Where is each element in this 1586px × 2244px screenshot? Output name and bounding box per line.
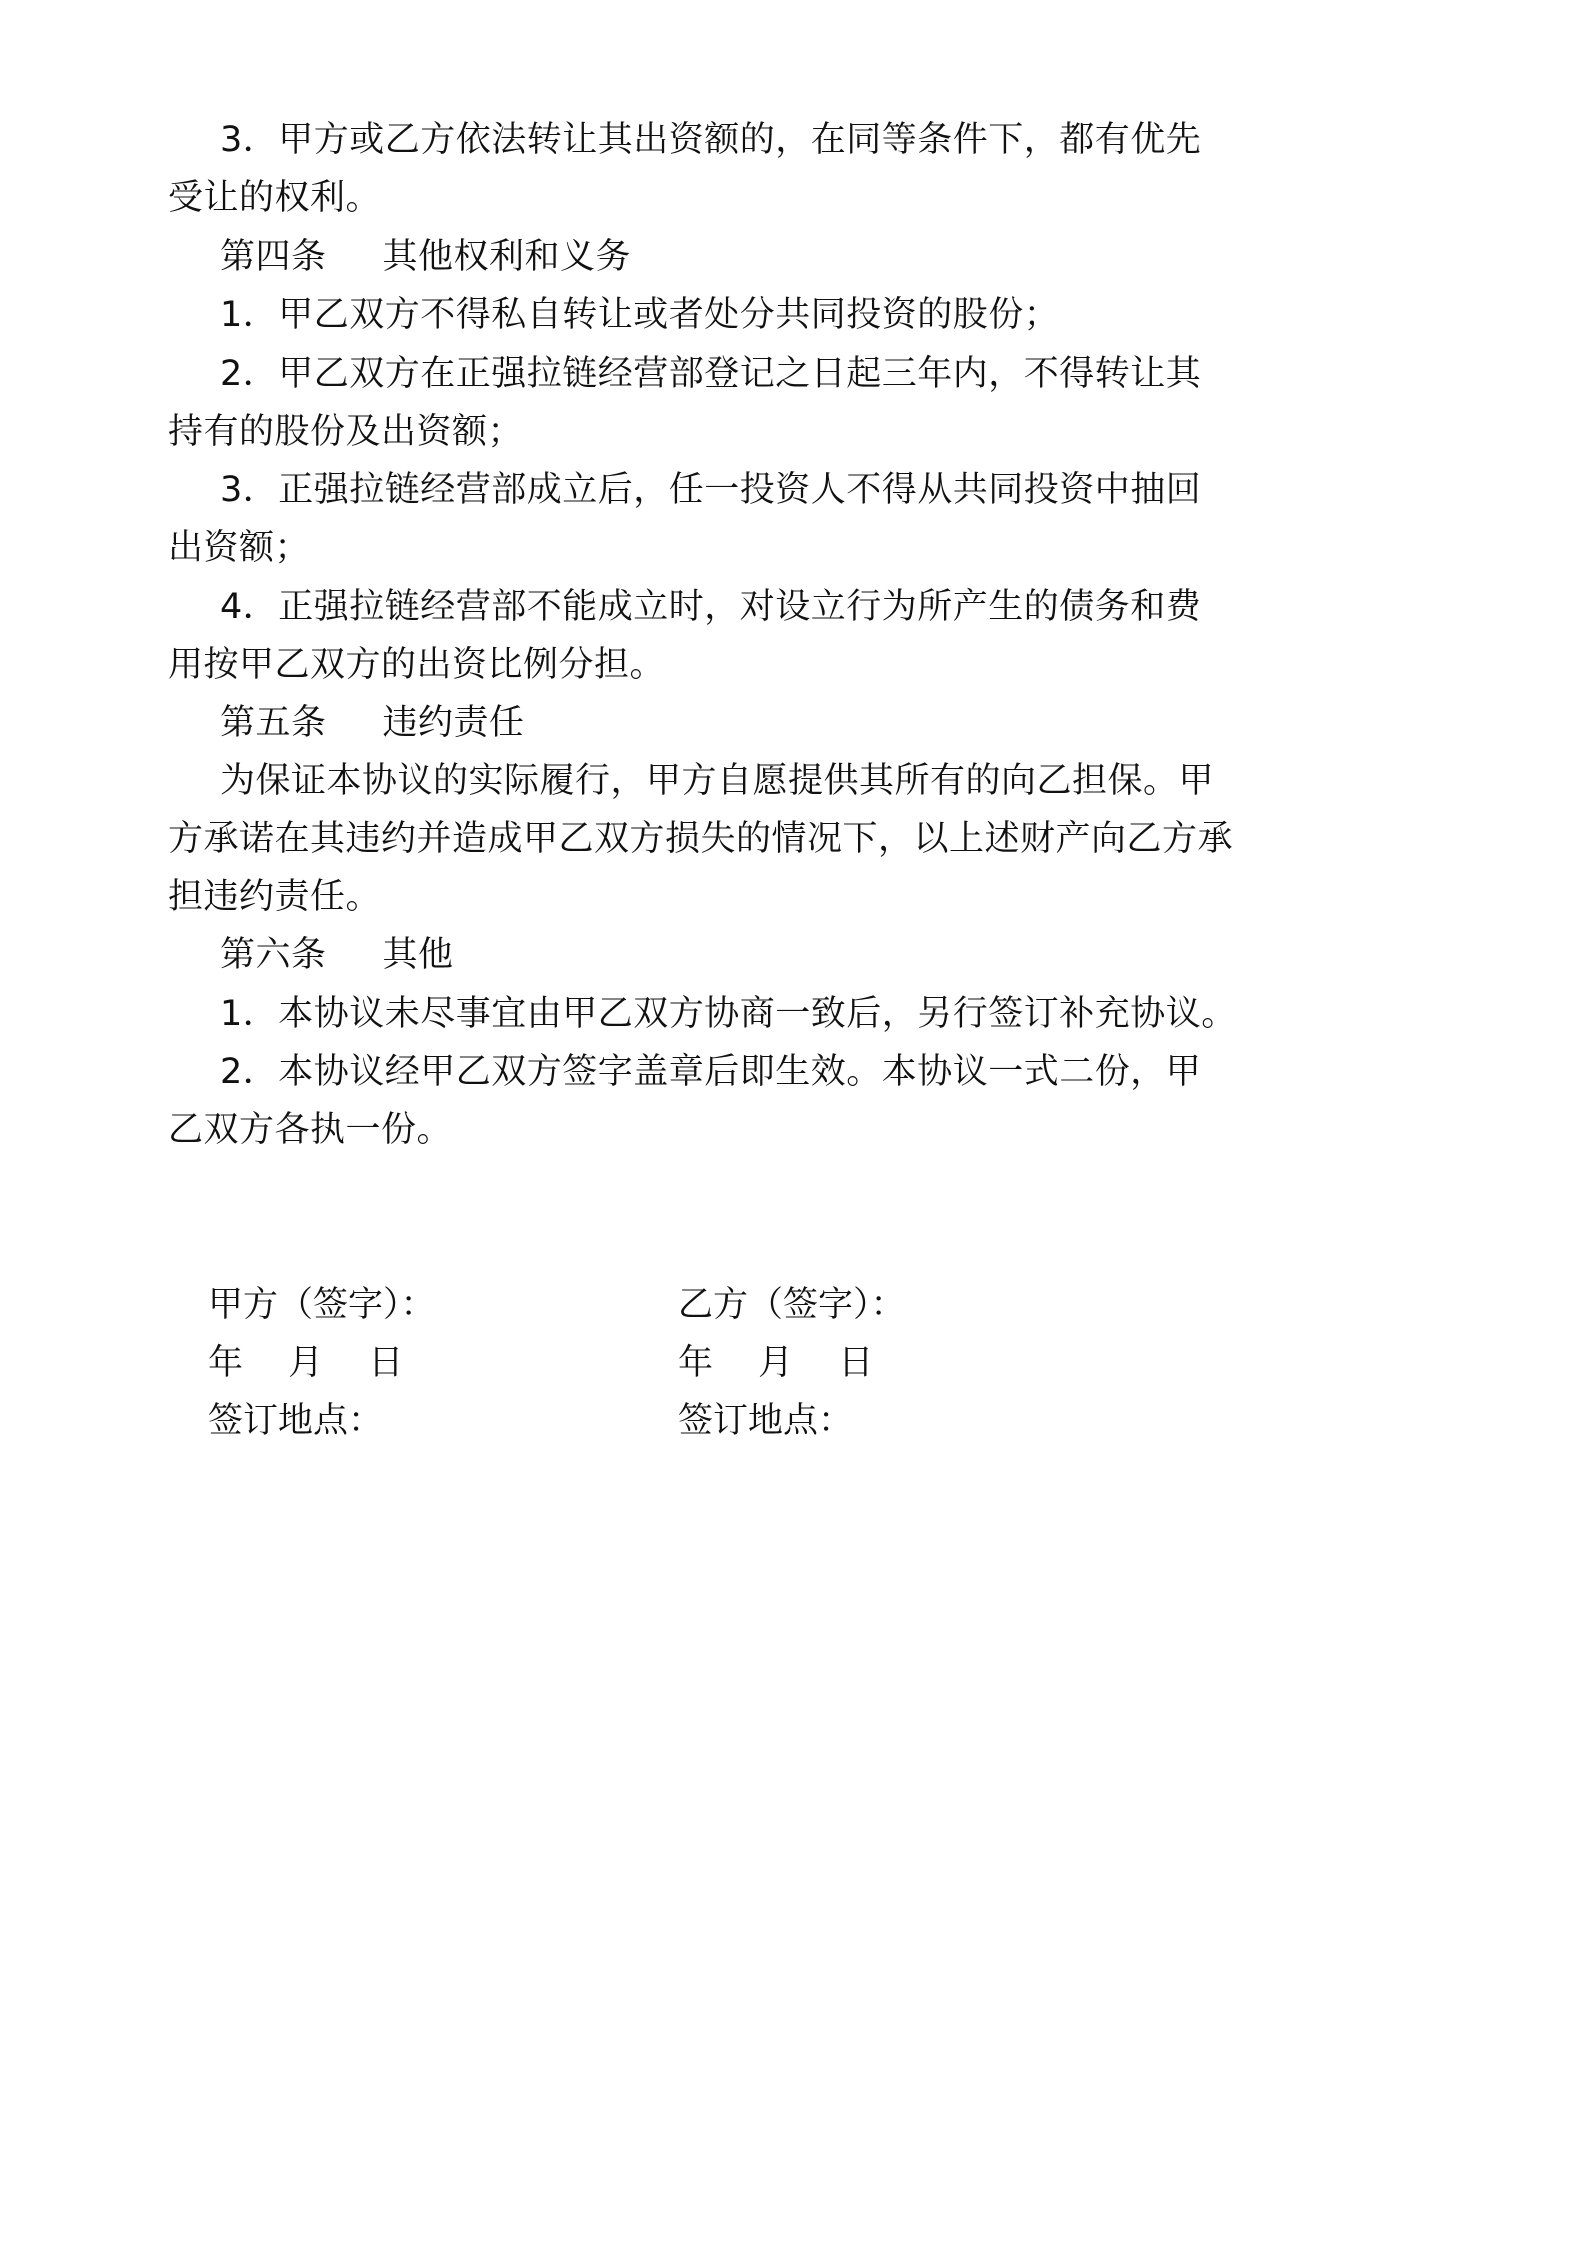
article-4-item-3-line-2: 出资额； <box>168 528 311 568</box>
article-4-item-2-line-1: 2．甲乙双方在正强拉链经营部登记之日起三年内，不得转让其 <box>220 354 1202 394</box>
clause-3-line-2: 受让的权利。 <box>168 178 382 218</box>
party-a-year-label: 年 <box>208 1343 244 1383</box>
article-5-heading <box>0 699 1586 747</box>
article-5-title: 违约责任 <box>382 703 525 743</box>
article-6-item-1: 1．本协议未尽事宜由甲乙双方协商一致后，另行签订补充协议。 <box>220 994 1237 1034</box>
party-a-day-label: 日 <box>368 1343 404 1383</box>
party-b-year-label: 年 <box>678 1343 714 1383</box>
article-5-line-2: 方承诺在其违约并造成甲乙双方损失的情况下，以上述财产向乙方承 <box>168 819 1234 859</box>
party-a-place-label: 签订地点： <box>208 1401 384 1441</box>
article-6-title: 其他 <box>382 935 454 975</box>
party-b-month-label: 月 <box>758 1343 794 1383</box>
article-6-number: 第六条 <box>220 935 327 975</box>
party-a-date <box>208 1339 403 1387</box>
article-4-item-4-line-1: 4．正强拉链经营部不能成立时，对设立行为所产生的债务和费 <box>220 587 1202 627</box>
party-a-month-label: 月 <box>288 1343 324 1383</box>
article-5-number: 第五条 <box>220 703 327 743</box>
party-b-signature-label: 乙方（签字）： <box>678 1285 906 1325</box>
article-4-number: 第四条 <box>220 237 327 277</box>
party-b-date <box>678 1339 873 1387</box>
party-b-day-label: 日 <box>838 1343 874 1383</box>
article-5-line-3: 担违约责任。 <box>168 877 382 917</box>
party-a-signature-label: 甲方（签字）： <box>208 1285 436 1325</box>
party-b-place-label: 签订地点： <box>678 1401 854 1441</box>
article-5-line-1: 为保证本协议的实际履行，甲方自愿提供其所有的向乙担保。甲 <box>220 761 1215 801</box>
article-6-heading <box>0 931 1586 979</box>
article-6-item-2-line-2: 乙双方各执一份。 <box>168 1110 453 1150</box>
article-4-item-1: 1．甲乙双方不得私自转让或者处分共同投资的股份； <box>220 295 1060 335</box>
clause-3-line-1: 3．甲方或乙方依法转让其出资额的，在同等条件下，都有优先 <box>220 120 1202 160</box>
article-4-title: 其他权利和义务 <box>382 237 632 277</box>
article-4-item-3-line-1: 3．正强拉链经营部成立后，任一投资人不得从共同投资中抽回 <box>220 470 1202 510</box>
article-4-heading <box>0 233 1586 281</box>
article-4-item-4-line-2: 用按甲乙双方的出资比例分担。 <box>168 645 666 685</box>
article-4-item-2-line-2: 持有的股份及出资额； <box>168 412 524 452</box>
article-6-item-2-line-1: 2．本协议经甲乙双方签字盖章后即生效。本协议一式二份，甲 <box>220 1052 1202 1092</box>
